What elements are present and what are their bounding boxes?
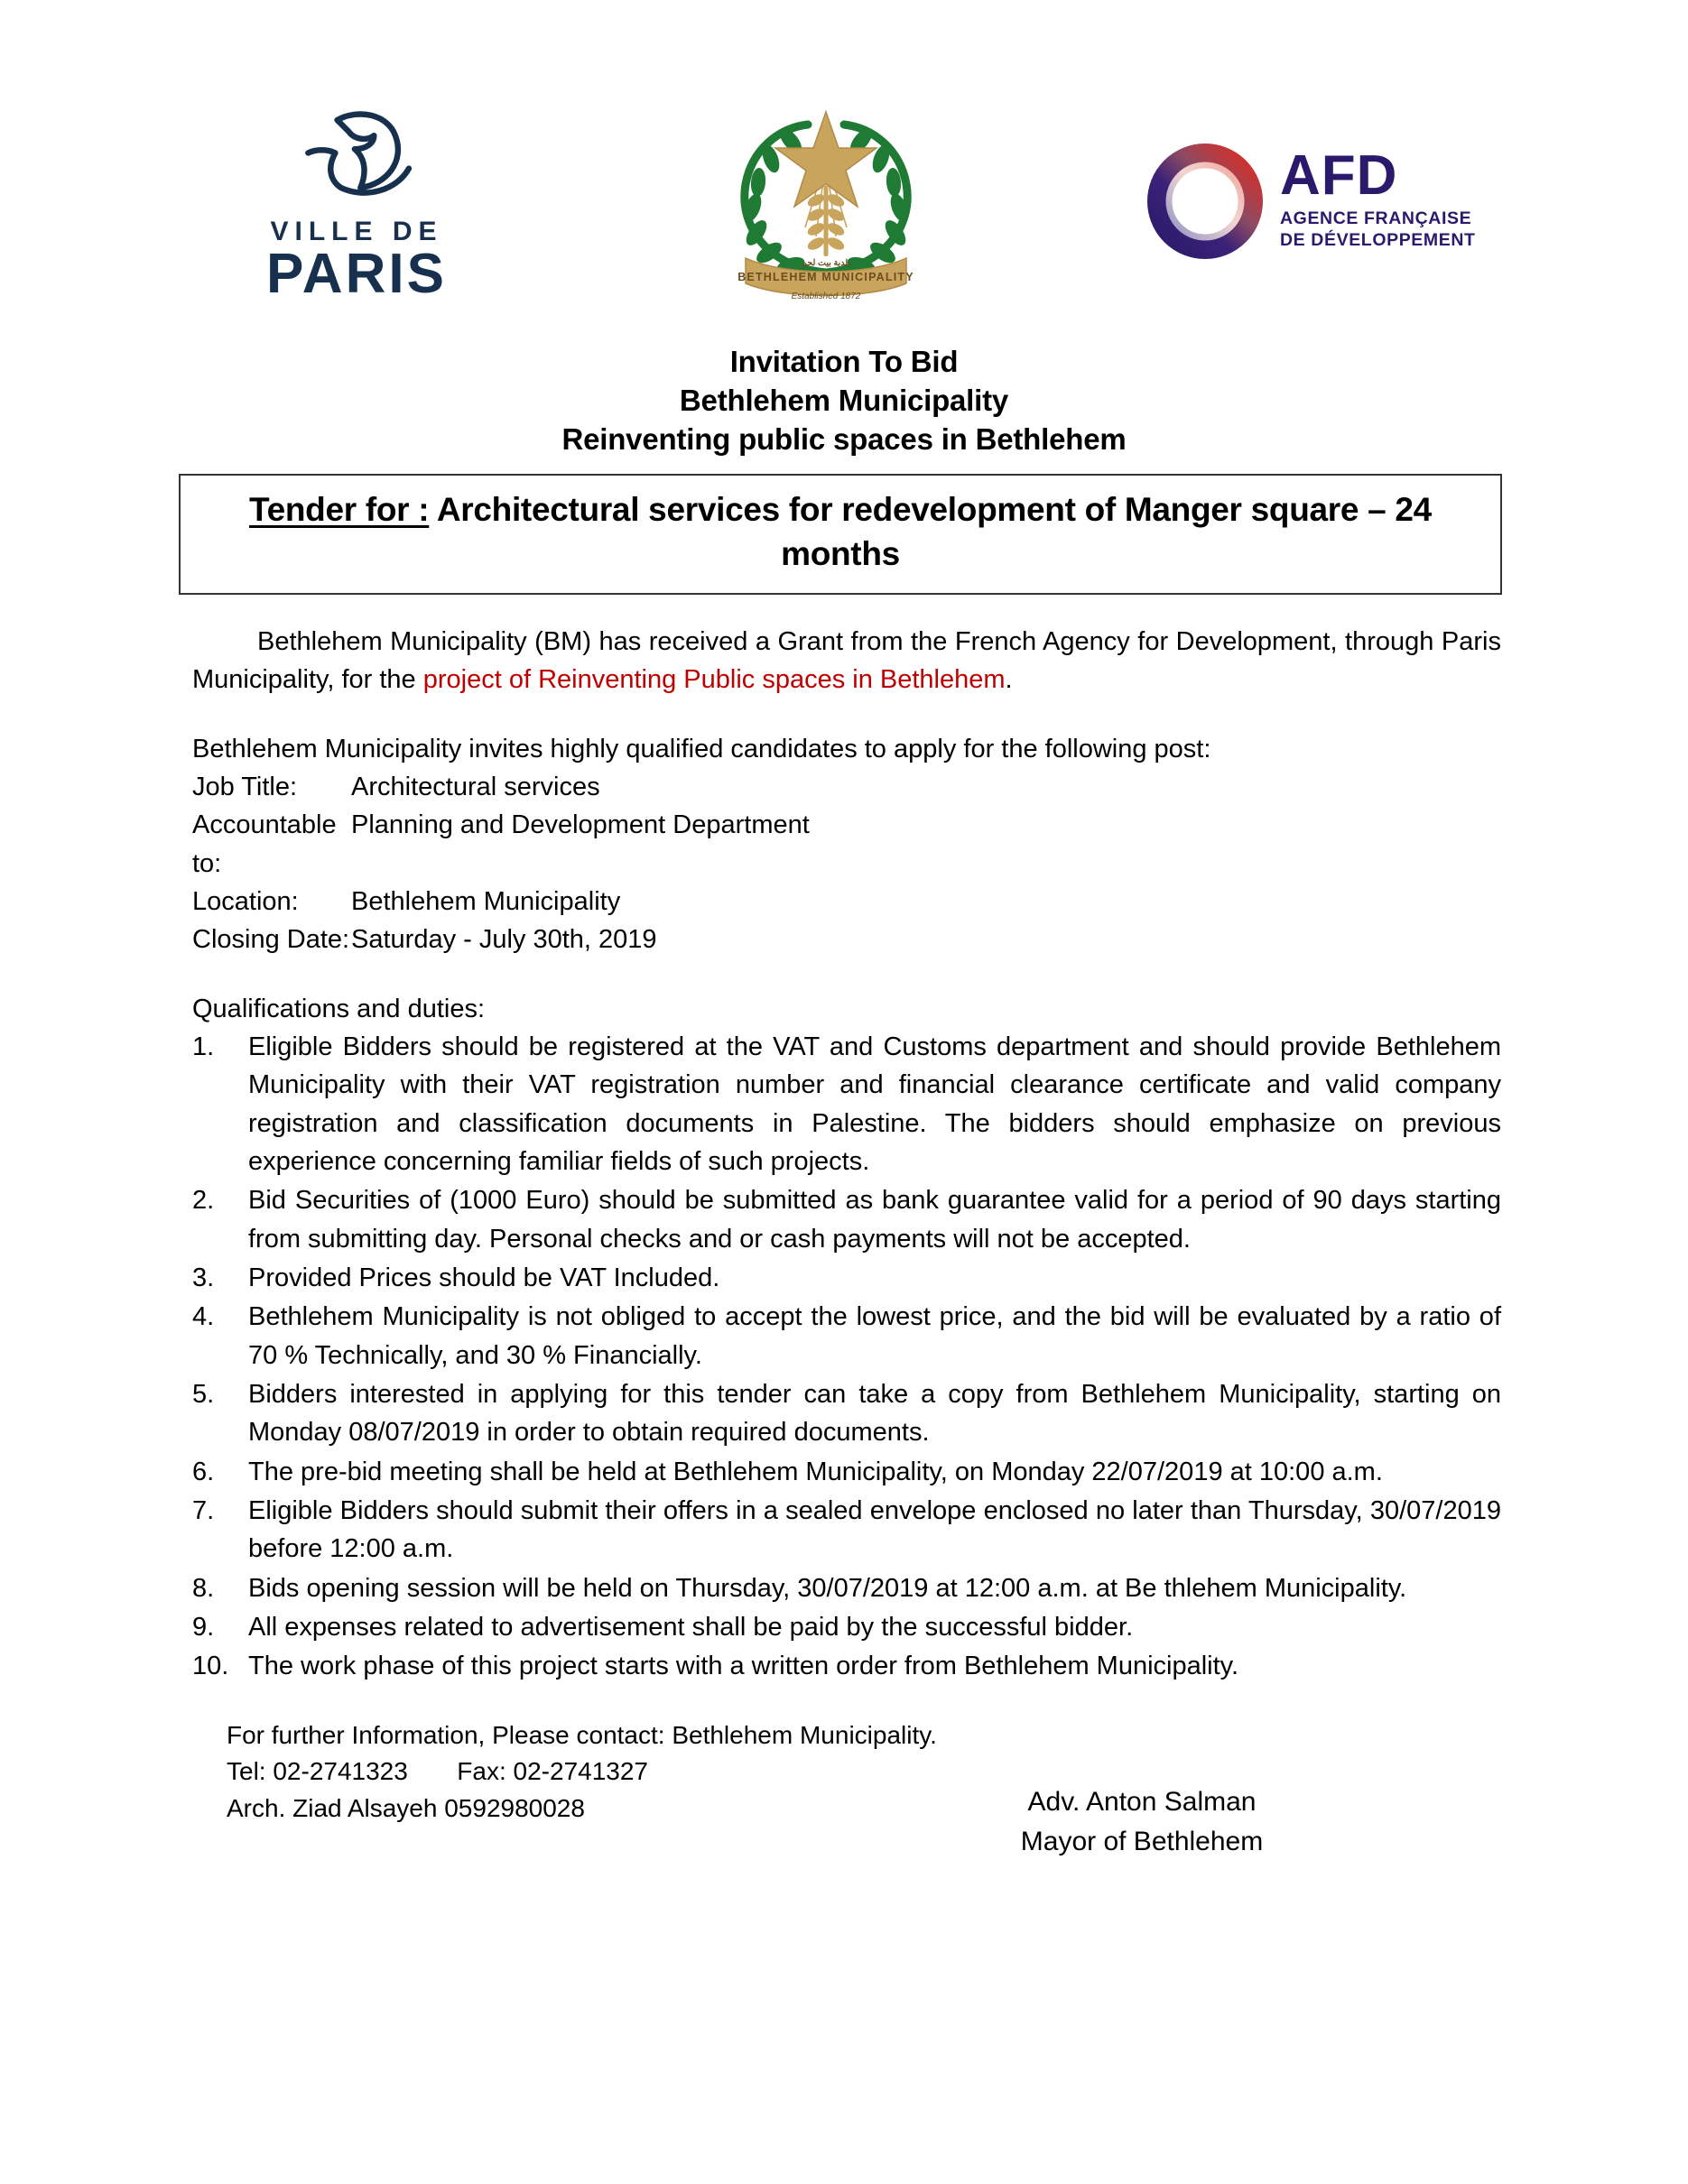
- wheat-stalk-icon: [806, 186, 847, 256]
- ville-de-paris-logo: [253, 106, 460, 305]
- detail-key: Job Title:: [192, 772, 298, 801]
- spacer-before-qualifications: [192, 959, 1501, 990]
- afd-subtitle-line2: DE DÉVELOPPEMENT: [1280, 229, 1476, 250]
- intro-paragraph: [192, 623, 1501, 699]
- paris-boat-icon: [298, 106, 415, 213]
- detail-key: Location:: [192, 886, 299, 916]
- detail-row-accountable-to: [192, 806, 1501, 883]
- duty-item: Provided Prices should be VAT Included.: [248, 1263, 720, 1292]
- duty-item: The pre-bid meeting shall be held at Bethlehem Municipality, on Monday 22/07/2019 at 10:00 a.m.: [248, 1457, 1383, 1486]
- duty-item: Bid Securities of (1000 Euro) should be submitted as bank guarantee valid for a period of 90 days starting from submitting day. Personal checks and or cash payments will not be accepted.: [248, 1186, 1501, 1254]
- detail-row-closing-date: [192, 921, 1501, 958]
- signature-block: [907, 1782, 1377, 1862]
- intro-part2: .: [1005, 665, 1013, 695]
- spacer-before-contact: [192, 1687, 1501, 1717]
- document-body: [192, 623, 1501, 1828]
- afd-acronym: AFD: [1280, 144, 1398, 207]
- intro-part1: Bethlehem Municipality (BM) has received a Grant from the French Agency for Development, through Paris Municipality, for the: [192, 627, 1501, 695]
- seal-established: Established 1872: [791, 292, 861, 301]
- invite-line: Bethlehem Municipality invites highly qualified candidates to apply for the following post:: [192, 734, 1211, 763]
- signatory-title: Mayor of Bethlehem: [1020, 1826, 1264, 1856]
- contact-fax: Fax: 02-2741327: [457, 1757, 649, 1786]
- duty-item: All expenses related to advertisement shall be paid by the successful bidder.: [248, 1612, 1134, 1642]
- afd-logo: [1146, 143, 1480, 260]
- afd-subtitle-line1: AGENCE FRANÇAISE: [1280, 208, 1472, 228]
- duty-item: Bethlehem Municipality is not obliged to accept the lowest price, and the bid will be evaluated by a ratio of 70 % Technically, and 30 % Financially.: [248, 1302, 1501, 1370]
- tender-subject: Architectural services for redevelopment of Manger square – 24 months: [429, 491, 1432, 572]
- paris-logo-line2: PARIS: [266, 243, 447, 305]
- detail-value: Saturday - July 30th, 2019: [351, 925, 657, 955]
- afd-ring-icon: [1146, 143, 1264, 260]
- detail-row-location: [192, 883, 1501, 921]
- detail-value: Planning and Development Department: [351, 810, 810, 840]
- detail-row-job-title: [192, 768, 1501, 806]
- detail-value: Architectural services: [351, 772, 600, 801]
- tender-title-text: [204, 488, 1477, 577]
- duty-item: Eligible Bidders should be registered at the VAT and Customs department and should provide Bethlehem Municipality with their VAT registration number and financial clearance certificate and valid company registration and classification documents in Palestine. The bidders should emphasize on previous experience concerning familiar fields of such projects.: [248, 1032, 1501, 1176]
- signatory-name: Adv. Anton Salman: [1027, 1787, 1257, 1817]
- duty-item: Bids opening session will be held on Thursday, 30/07/2019 at 12:00 a.m. at Be thlehem Municipality.: [248, 1573, 1407, 1603]
- heading-line-invitation: Invitation To Bid: [729, 345, 959, 378]
- logo-row: [0, 90, 1688, 316]
- tender-title-box: [179, 474, 1502, 595]
- detail-value: Bethlehem Municipality: [351, 886, 621, 916]
- paris-logo-line1: VILLE DE: [270, 217, 443, 246]
- duty-item: Eligible Bidders should submit their offers in a sealed envelope enclosed no later than Thursday, 30/07/2019 before 12:00 a.m.: [248, 1495, 1501, 1564]
- contact-arch-line: Arch. Ziad Alsayeh 0592980028: [227, 1794, 585, 1823]
- heading-line-municipality: Bethlehem Municipality: [679, 383, 1009, 417]
- tender-for-label: Tender for :: [249, 491, 430, 529]
- intro-highlight: project of Reinventing Public spaces in Bethlehem: [422, 665, 1006, 695]
- seal-banner-arabic: بلدية بيت لحم: [802, 258, 850, 268]
- detail-key: Closing Date:: [192, 925, 350, 955]
- heading-line-project: Reinventing public spaces in Bethlehem: [561, 421, 1127, 456]
- document-heading: [0, 343, 1688, 459]
- contact-tel: Tel: 02-2741323: [227, 1757, 408, 1786]
- duty-item: Bidders interested in applying for this tender can take a copy from Bethlehem Municipality, starting on Monday 08/07/2019 in order to obtain required documents.: [248, 1379, 1501, 1448]
- qualifications-heading: Qualifications and duties:: [192, 994, 486, 1023]
- seal-banner-latin: BETHLEHEM MUNICIPALITY: [737, 271, 914, 283]
- spacer-after-intro: [192, 699, 1501, 730]
- duty-item: The work phase of this project starts with a written order from Bethlehem Municipality.: [248, 1652, 1239, 1681]
- duties-list: [192, 1028, 1501, 1686]
- afd-text-block: [1280, 144, 1476, 252]
- bethlehem-municipality-seal: [722, 99, 930, 307]
- detail-key: Accountable to:: [192, 810, 337, 878]
- contact-intro-line: For further Information, Please contact: Bethlehem Municipality.: [227, 1720, 937, 1749]
